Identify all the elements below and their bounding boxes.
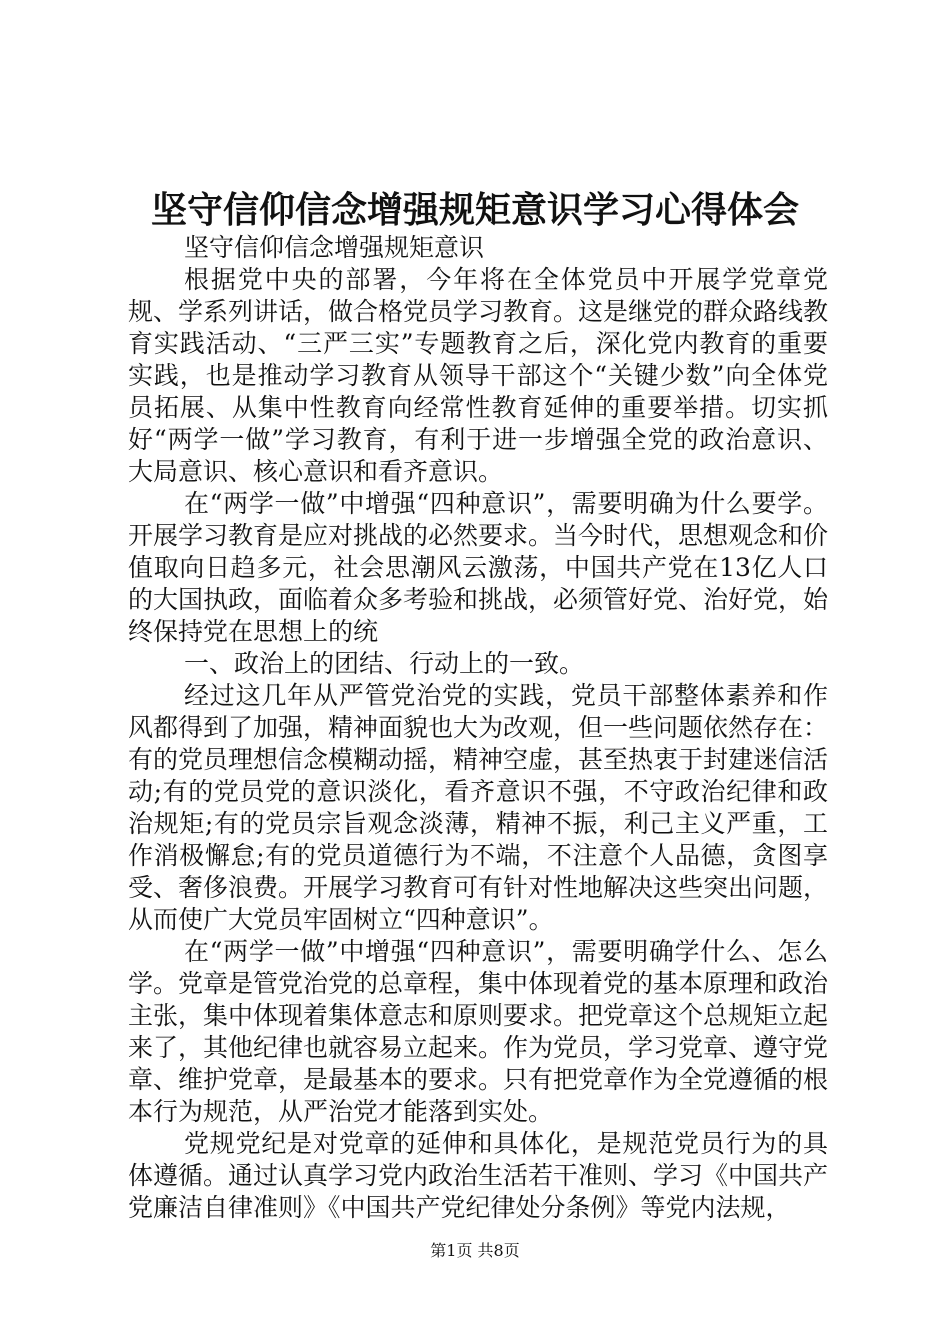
document-title: 坚守信仰信念增强规矩意识学习心得体会 (150, 189, 799, 231)
section-heading-paragraph: 一、政治上的团结、行动上的一致。 (184, 649, 585, 678)
body-paragraph: 党规党纪是对党章的延伸和具体化，是规范党员行为的具体遵循。通过认真学习党内政治生活若干准则、学习《中国共产党廉洁自律准则》《中国共产党纪律处分条例》等党内法规， (128, 1129, 829, 1222)
page-footer: 第1页 共8页 (430, 1241, 520, 1260)
body-paragraph: 在“两学一做”中增强“四种意识”，需要明确为什么要学。开展学习教育是应对挑战的必然要求。当今时代，思想观念和价值取向日趋多元，社会思潮风云激荡，中国共产党在13亿人口的大国执政，面临着众多考验和挑战，必须管好党、治好党，始终保持党在思想上的统 (128, 489, 829, 646)
subtitle-paragraph: 坚守信仰信念增强规矩意识 (184, 233, 485, 262)
body-paragraph: 根据党中央的部署，今年将在全体党员中开展学党章党规、学系列讲话，做合格党员学习教育。这是继党的群众路线教育实践活动、“三严三实”专题教育之后，深化党内教育的重要实践，也是推动学习教育从领导干部这个“关键少数”向全体党员拓展、从集中性教育向经常性教育延伸的重要举措。切实抓好“两学一做”学习教育，有利于进一步增强全党的政治意识、大局意识、核心意识和看齐意识。 (128, 265, 829, 486)
body-paragraph: 在“两学一做”中增强“四种意识”，需要明确学什么、怎么学。党章是管党治党的总章程，集中体现着党的基本原理和政治主张，集中体现着集体意志和原则要求。把党章这个总规矩立起来了，其他纪律也就容易立起来。作为党员，学习党章、遵守党章、维护党章，是最基本的要求。只有把党章作为全党遵循的根本行为规范，从严治党才能落到实处。 (128, 937, 829, 1126)
body-paragraph: 经过这几年从严管党治党的实践，党员干部整体素养和作风都得到了加强，精神面貌也大为改观，但一些问题依然存在：有的党员理想信念模糊动摇，精神空虚，甚至热衷于封建迷信活动;有的党员党的意识淡化，看齐意识不强，不守政治纪律和政治规矩;有的党员宗旨观念淡薄，精神不振，利己主义严重，工作消极懈怠;有的党员道德行为不端，不注意个人品德，贪图享受、奢侈浪费。开展学习教育可有针对性地解决这些突出问题，从而使广大党员牢固树立“四种意识”。 (128, 681, 829, 934)
document-body (128, 232, 828, 1224)
